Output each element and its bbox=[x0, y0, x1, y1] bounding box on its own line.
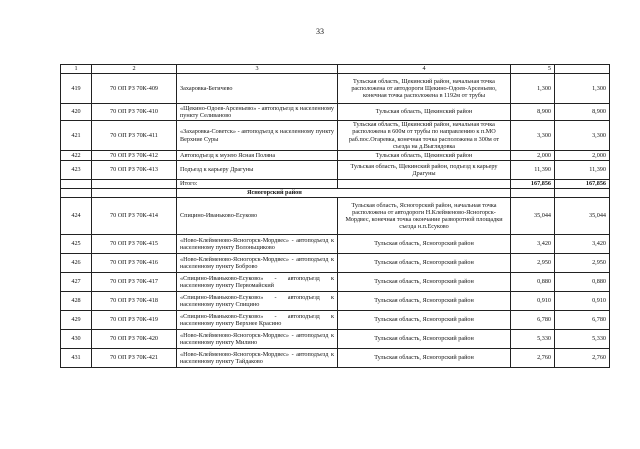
road-length: 2,950 bbox=[511, 254, 555, 273]
table-row bbox=[61, 74, 610, 104]
road-length: 2,000 bbox=[511, 151, 555, 161]
total-length-total: 167,856 bbox=[555, 180, 610, 189]
road-length-total: 3,300 bbox=[555, 121, 610, 151]
total-label: Итого: bbox=[177, 180, 338, 189]
road-code: 70 ОП РЗ 70К-418 bbox=[92, 292, 177, 311]
road-length-total: 8,900 bbox=[555, 104, 610, 121]
table-row bbox=[61, 292, 610, 311]
row-number: 427 bbox=[61, 273, 92, 292]
road-name: Автоподъезд к музею Ясная Поляна bbox=[177, 151, 338, 161]
road-name: «Ново-Клейменово-Ясногорск-Мордвес» - автоподъезд к населенному пункту Боброво bbox=[177, 254, 338, 273]
road-code: 70 ОП РЗ 70К-413 bbox=[92, 161, 177, 180]
total-empty-4 bbox=[338, 180, 511, 189]
table-row bbox=[61, 161, 610, 180]
table-row bbox=[61, 235, 610, 254]
road-length-total: 0,910 bbox=[555, 292, 610, 311]
road-code: 70 ОП РЗ 70К-409 bbox=[92, 74, 177, 104]
road-name: «Спицино-Иваньково-Есуково» - автоподъезд к населенному пункту Первомайский bbox=[177, 273, 338, 292]
row-number: 421 bbox=[61, 121, 92, 151]
road-name: Спицино-Иваньково-Есуково bbox=[177, 198, 338, 235]
roads-table bbox=[60, 64, 610, 368]
row-number: 431 bbox=[61, 349, 92, 368]
road-length-total: 2,760 bbox=[555, 349, 610, 368]
road-code: 70 ОП РЗ 70К-416 bbox=[92, 254, 177, 273]
road-name: «Спицино-Иваньково-Есуково» - автоподъезд к населенному пункту Спицино bbox=[177, 292, 338, 311]
road-name: «Ново-Клейменово-Ясногорск-Мордвес» - автоподъезд к населенному пункту Тайдаково bbox=[177, 349, 338, 368]
district-empty-5 bbox=[511, 189, 555, 198]
total-empty-2 bbox=[92, 180, 177, 189]
table-row bbox=[61, 104, 610, 121]
table-row bbox=[61, 151, 610, 161]
road-length: 0,910 bbox=[511, 292, 555, 311]
road-length: 5,330 bbox=[511, 330, 555, 349]
total-row bbox=[61, 180, 610, 189]
header-col-4: 4 bbox=[338, 65, 511, 74]
table-header-row bbox=[61, 65, 610, 74]
header-col-2: 2 bbox=[92, 65, 177, 74]
road-location: Тульская область, Щекинский район, начальная точка расположена в 600м от трубы по направлению к п.МО раб.пос.Огаревка, конечная точка расположена в 300м от съезда на д.Выглядовка bbox=[338, 121, 511, 151]
road-length-total: 35,044 bbox=[555, 198, 610, 235]
header-col-6 bbox=[555, 65, 610, 74]
road-length: 35,044 bbox=[511, 198, 555, 235]
table-row bbox=[61, 349, 610, 368]
row-number: 429 bbox=[61, 311, 92, 330]
road-location: Тульская область, Ясногорский район bbox=[338, 235, 511, 254]
road-name: «Ново-Клейменово-Ясногорск-Мордвес» - автоподъезд к населенному пункту Волоньщиково bbox=[177, 235, 338, 254]
road-name: «Ново-Клейменово-Ясногорск-Мордвес» - автоподъезд к населенному пункту Милино bbox=[177, 330, 338, 349]
header-col-5: 5 bbox=[511, 65, 555, 74]
road-location: Тульская область, Ясногорский район bbox=[338, 254, 511, 273]
road-length: 1,300 bbox=[511, 74, 555, 104]
road-location: Тульская область, Ясногорский район bbox=[338, 292, 511, 311]
header-col-1: 1 bbox=[61, 65, 92, 74]
road-name: «Щекино-Одоев-Арсеньево» - автоподъезд к населенному пункту Селиваново bbox=[177, 104, 338, 121]
road-location: Тульская область, Ясногорский район bbox=[338, 349, 511, 368]
road-location: Тульская область, Щекинский район bbox=[338, 151, 511, 161]
road-location: Тульская область, Ясногорский район, начальная точка расположена от автодороги Н.Клейменово-Ясногорск-Мордвес, конечная точка окончание разворотной площадки съезда н.п.Есуково bbox=[338, 198, 511, 235]
road-length-total: 5,330 bbox=[555, 330, 610, 349]
row-number: 430 bbox=[61, 330, 92, 349]
road-location: Тульская область, Ясногорский район bbox=[338, 311, 511, 330]
row-number: 420 bbox=[61, 104, 92, 121]
page-number: 33 bbox=[316, 27, 324, 36]
road-location: Тульская область, Ясногорский район bbox=[338, 273, 511, 292]
district-empty-6 bbox=[555, 189, 610, 198]
table-row bbox=[61, 121, 610, 151]
road-code: 70 ОП РЗ 70К-415 bbox=[92, 235, 177, 254]
road-location: Тульская область, Щекинский район, начальная точка расположена от автодороги Щекино-Одоев-Арсеньево, конечная точка расположена в 1192м от трубы bbox=[338, 74, 511, 104]
row-number: 419 bbox=[61, 74, 92, 104]
district-title: Ясногорский район bbox=[177, 189, 511, 198]
road-length: 3,420 bbox=[511, 235, 555, 254]
road-length: 11,390 bbox=[511, 161, 555, 180]
row-number: 424 bbox=[61, 198, 92, 235]
road-code: 70 ОП РЗ 70К-410 bbox=[92, 104, 177, 121]
header-col-3: 3 bbox=[177, 65, 338, 74]
total-empty-1 bbox=[61, 180, 92, 189]
district-empty-1 bbox=[61, 189, 92, 198]
road-code: 70 ОП РЗ 70К-419 bbox=[92, 311, 177, 330]
road-location: Тульская область, Ясногорский район bbox=[338, 330, 511, 349]
road-length-total: 2,950 bbox=[555, 254, 610, 273]
road-code: 70 ОП РЗ 70К-420 bbox=[92, 330, 177, 349]
row-number: 428 bbox=[61, 292, 92, 311]
road-length: 2,760 bbox=[511, 349, 555, 368]
road-length-total: 2,000 bbox=[555, 151, 610, 161]
road-length: 6,780 bbox=[511, 311, 555, 330]
road-length: 8,900 bbox=[511, 104, 555, 121]
table-row bbox=[61, 330, 610, 349]
road-name: Захаровка-Бегичево bbox=[177, 74, 338, 104]
road-length-total: 6,780 bbox=[555, 311, 610, 330]
table-row bbox=[61, 311, 610, 330]
road-name: «Захаровка-Советск» - автоподъезд к населенному пункту Верхние Суры bbox=[177, 121, 338, 151]
road-length-total: 11,390 bbox=[555, 161, 610, 180]
row-number: 425 bbox=[61, 235, 92, 254]
total-length: 167,856 bbox=[511, 180, 555, 189]
row-number: 426 bbox=[61, 254, 92, 273]
road-code: 70 ОП РЗ 70К-411 bbox=[92, 121, 177, 151]
district-empty-2 bbox=[92, 189, 177, 198]
road-code: 70 ОП РЗ 70К-414 bbox=[92, 198, 177, 235]
row-number: 423 bbox=[61, 161, 92, 180]
road-location: Тульская область, Щекинский район, подъезд к карьеру Драгуны bbox=[338, 161, 511, 180]
road-length-total: 1,300 bbox=[555, 74, 610, 104]
row-number: 422 bbox=[61, 151, 92, 161]
road-name: Подъезд к карьеру Драгуны bbox=[177, 161, 338, 180]
road-name: «Спицино-Иваньково-Есуково» - автоподъезд к населенному пункту Верхнее Красино bbox=[177, 311, 338, 330]
road-length-total: 0,880 bbox=[555, 273, 610, 292]
road-code: 70 ОП РЗ 70К-421 bbox=[92, 349, 177, 368]
road-code: 70 ОП РЗ 70К-417 bbox=[92, 273, 177, 292]
district-row bbox=[61, 189, 610, 198]
table-row bbox=[61, 198, 610, 235]
road-length-total: 3,420 bbox=[555, 235, 610, 254]
road-location: Тульская область, Щекинский район bbox=[338, 104, 511, 121]
table-row bbox=[61, 273, 610, 292]
table-row bbox=[61, 254, 610, 273]
road-code: 70 ОП РЗ 70К-412 bbox=[92, 151, 177, 161]
road-length: 0,880 bbox=[511, 273, 555, 292]
road-length: 3,300 bbox=[511, 121, 555, 151]
